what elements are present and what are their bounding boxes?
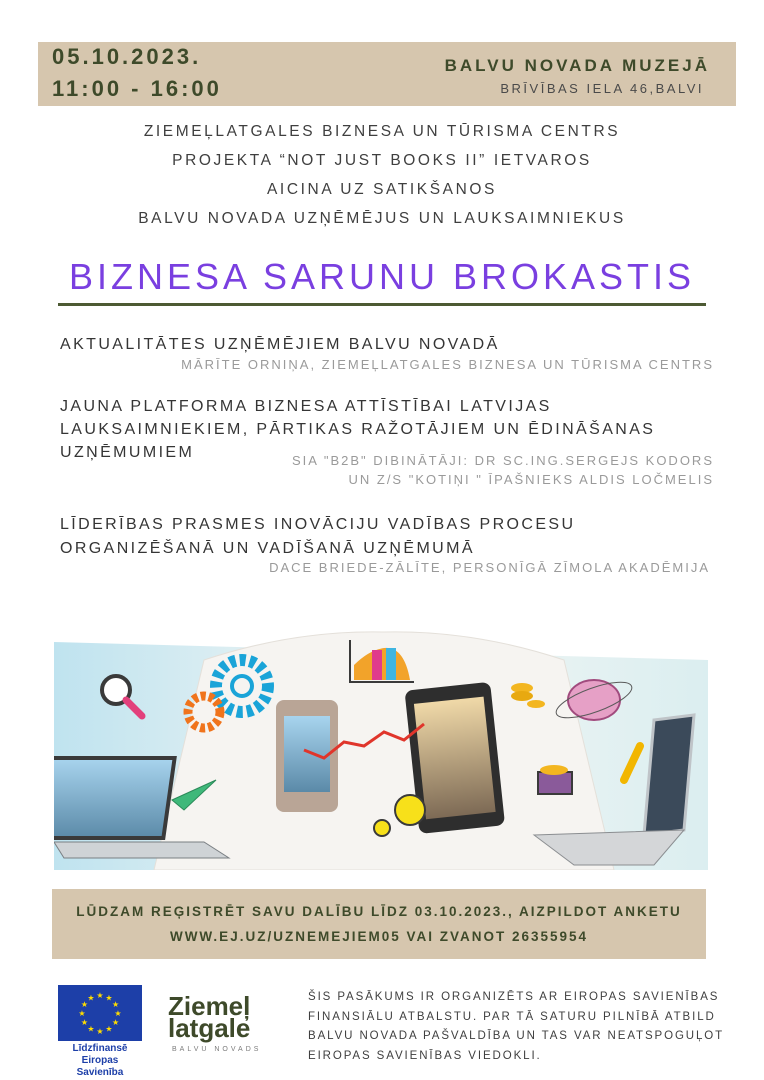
eu-cofinanced-label <box>58 1043 142 1079</box>
topic-2-speaker-line-1: SIA "B2B" DIBINĀTĀJI: DR SC.ING.SERGEJS KODORS <box>292 453 714 468</box>
disclaimer-line-4: EIROPAS SAVIENĪBAS VIEDOKLI. <box>308 1049 542 1062</box>
registration-band <box>52 889 706 959</box>
eu-star-icon: ★ <box>78 1009 86 1018</box>
eu-star-icon: ★ <box>105 993 113 1003</box>
eu-star-icon: ★ <box>112 1018 120 1027</box>
logo-subtitle: BALVU NOVADS <box>172 1046 262 1053</box>
business-illustration <box>54 620 708 870</box>
eu-star-icon: ★ <box>80 1018 88 1027</box>
event-time: 11:00 - 16:00 <box>52 76 222 101</box>
event-address: BRĪVĪBAS IELA 46,BALVI <box>500 81 704 96</box>
intro-line-3: AICINA UZ SATIKŠANOS <box>266 181 497 198</box>
eu-flag-icon <box>58 985 142 1041</box>
eu-star-icon: ★ <box>114 1009 122 1018</box>
intro-line-1: ZIEMEĻLATGALES BIZNESA UN TŪRISMA CENTRS <box>143 123 621 140</box>
logo-line-1: Ziemeļ <box>168 991 251 1021</box>
eu-star-icon: ★ <box>96 1027 104 1036</box>
event-venue: BALVU NOVADA MUZEJĀ <box>444 56 710 75</box>
eu-star-icon: ★ <box>87 993 95 1003</box>
topic-2-title-line-3: UZŅĒMUMIEM <box>60 444 195 461</box>
topic-1-title: AKTUALITĀTES UZŅĒMĒJIEM BALVU NOVADĀ <box>60 336 500 353</box>
intro-line-2: PROJEKTA “NOT JUST BOOKS II” IETVAROS <box>172 152 592 169</box>
logo-line-2: latgale <box>168 1013 251 1043</box>
page-title: BIZNESA SARUNU BROKASTIS <box>68 256 696 297</box>
ziemellatgale-logo <box>168 991 251 1043</box>
eu-label-line-2: Eiropas Savienība <box>76 1055 124 1078</box>
eu-star-icon: ★ <box>80 1000 88 1009</box>
eu-star-icon: ★ <box>96 991 104 1000</box>
eu-disclaimer <box>308 988 728 1066</box>
eu-star-icon: ★ <box>87 1024 95 1034</box>
eu-label-line-1: Līdzfinansē <box>72 1043 128 1054</box>
disclaimer-line-2: FINANSIĀLU ATBALSTU. PAR TĀ SATURU PILNĪBĀ ATBILD <box>308 1010 716 1023</box>
eu-star-icon: ★ <box>112 1000 120 1009</box>
topic-2-title-line-1: JAUNA PLATFORMA BIZNESA ATTĪSTĪBAI LATVIJAS <box>60 398 552 415</box>
registration-line-1: LŪDZAM REĢISTRĒT SAVU DALĪBU LĪDZ 03.10.2023., AIZPILDOT ANKETU <box>76 904 682 919</box>
topic-1-speaker: MĀRĪTE ORNIŅA, ZIEMEĻLATGALES BIZNESA UN TŪRISMA CENTRS <box>181 357 714 372</box>
registration-line-2[interactable]: WWW.EJ.UZ/UZNEMEJIEM05 VAI ZVANOT 26355954 <box>169 929 589 944</box>
topic-3-title-line-2: ORGANIZĒŠANĀ UN VADĪŠANĀ UZŅĒMUMĀ <box>60 540 475 557</box>
topic-3-title-line-1: LĪDERĪBAS PRASMES INOVĀCIJU VADĪBAS PROCESU <box>60 516 576 533</box>
disclaimer-line-3: BALVU NOVADA PAŠVALDĪBA UN TAS VAR NEATSPOGUĻOT <box>308 1030 725 1042</box>
title-divider <box>58 303 706 306</box>
event-date: 05.10.2023. <box>52 44 202 69</box>
intro-line-4: BALVU NOVADA UZŅĒMĒJUS UN LAUKSAIMNIEKUS <box>138 210 626 227</box>
disclaimer-line-1: ŠIS PASĀKUMS IR ORGANIZĒTS AR EIROPAS SAVIENĪBAS <box>308 991 720 1003</box>
chest-icon <box>538 765 572 794</box>
eu-star-icon: ★ <box>105 1024 113 1034</box>
topic-3-speaker: DACE BRIEDE-ZĀLĪTE, PERSONĪGĀ ZĪMOLA AKADĒMIJA <box>269 560 710 575</box>
topic-2-speaker-line-2: UN Z/S "KOTIŅI " ĪPAŠNIEKS ALDIS LOČMELIS <box>348 472 714 487</box>
topic-2-title-line-2: LAUKSAIMNIEKIEM, PĀRTIKAS RAŽOTĀJIEM UN ĒDINĀŠANAS <box>60 421 656 438</box>
